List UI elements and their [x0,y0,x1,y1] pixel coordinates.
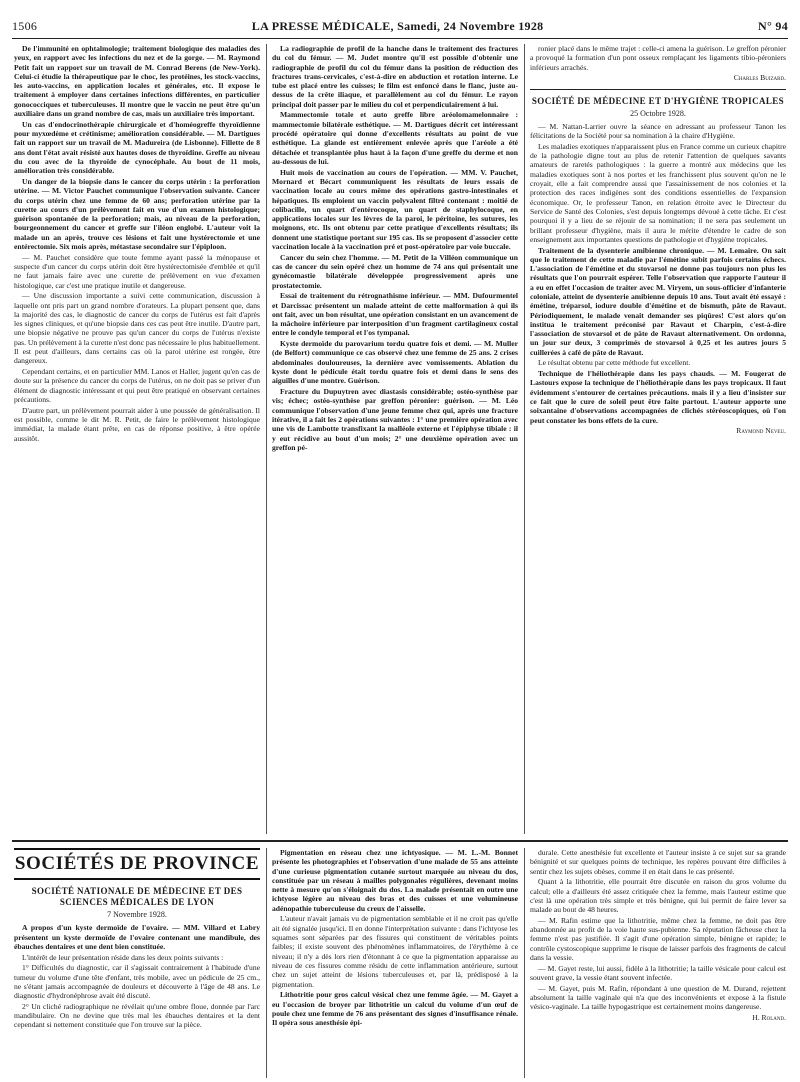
issue-number: N° 94 [758,19,788,33]
article-paragraph: Cancer du sein chez l'homme. — M. Petit de la Villéon communique un cas de cancer du sein opéré chez un homme de 74 ans qui présentait une gynécomastie bilatérale développée progressivement après une prostatectomie. [272,252,518,290]
article-paragraph: A propos d'un kyste dermoïde de l'ovaire. — MM. Villard et Labry présentent un kyste dermoïde de l'ovaire contenant une mandibule, des ébauches dentaires et une dent bien constituée. [14,923,260,951]
body-paragraph: 1° Difficultés du diagnostic, car il s'agissait contrairement à l'habitude d'une tumeur du volume d'une tête d'enfant, très mobile, avec un pédicule de 25 cm., ne s'étant jamais accompagnée de douleurs et découverte à l'âge de 48 ans. Le diagnostic d'hydronéphrose avait été discuté. [14,963,260,1001]
column-divider [524,44,525,834]
author-signature: Raymond Neveu. [736,426,786,436]
body-paragraph: — Une discussion importante a suivi cette communication, discussion à laquelle ont pris part un grand nombre d'orateurs. La plupart pensent que, dans la majorité des cas, le diagnostic de cancer du corps de l'utérus est fait d'après les signes cliniques, et qu'une biopsie dans ces cas peut être inutile. D'autre part, une biopsie négative ne prouve pas qu'un cancer du corps de l'utérus n'existe pas. Un prélèvement à la curette n'est donc pas nécessaire le plus habituellement. Il est peut d'ailleurs, dans certains cas où la paroi utérine est rongée, être dangereux. [14,291,260,366]
body-paragraph: — M. Pauchet considère que toute femme ayant passé la ménopause et suspecte d'un cancer du corps utérin doit être hystérectomisée d'emblée et qu'il ne faut jamais faire avec une curette de prélèvement en vue d'examen histologique, car c'est une pratique inutile et dangereuse. [14,252,260,290]
body-paragraph: Le résultat obtenu par cette méthode fut excellent. [538,358,691,368]
author-signature: H. Roland. [752,1013,786,1022]
column-divider [524,848,525,1078]
column-6 [530,848,786,1078]
body-paragraph: Quant à la lithotritie, elle pourrait être discutée en raison du gros volume du calcul; elle a d'ailleurs été assez critiquée chez la femme, mais l'auteur estime que c'est là une opération très simple et très bénigne, qui lui permit de faire lever sa malade au bout de 48 heures. [530,877,786,915]
body-paragraph: 2° Un cliché radiographique ne révélait qu'une ombre floue, donnée par l'arc mandibulaire. On ne devine que très mal les ébauches dentaires et la dent cependant si nettement constituée que l'on trouve sur la pièce. [14,1001,260,1030]
article-paragraph: Huit mois de vaccination au cours de l'opération. — MM. V. Pauchet, Mornard et Bécart communiquent les résultats de leurs essais de vaccination locale au cours même des opérations gastro-intestinales et hépatiques. Ils emploient un vaccin polyvalent filtré contenant : moitié de colibacille, un quart d'entérocoque, un quart de staphylocoque, en applications locales sur les lèvres de la paroi, le péritoine, les sutures, les moignons, etc. Ils ont obtenu par cette pratique d'excellents résultats; ils donnent une statistique portant sur 195 cas. Ils se proposent d'associer cette vaccination locale à la vaccination pré et post-opératoire par voie buccale. [272,167,518,252]
header-rule [12,38,788,39]
body-paragraph: L'auteur n'avait jamais vu de pigmentation semblable et il ne croit pas qu'elle ait été signalée jusqu'ici. Il en donne l'interprétation suivante : dans l'ichtyose les squames sont séparées par des fissures qui constituent de véritables points faibles; il existe souvent des phénomènes inflammatoires, de l'érythème à ce niveau; il n'y a dès lors rien d'étonnant à ce que la pigmentation apparaisse au niveau de ces fissures comme résidu de cette inflammation antérieure, surtout chez un sujet atteint de lésions tuberculeuses et, par là, prédisposé à la pigmentation. [272,914,518,989]
article-paragraph: Mammectomie totale et auto greffe libre aréolomamelonnaire : mammectomie bilatérale esthétique. — M. Dartigues décrit cet intéressant procédé opératoire qui donne d'excellents résultats au point de vue esthétique. La glande est entièrement enlevée après que l'aréole a été détachée et transplantée plus haut à la façon d'une greffe du derme et non au-dessous de lui. [272,110,518,166]
body-paragraph: — M. Gayet reste, lui aussi, fidèle à la lithotritie; la taille vésicale pour calcul est souvent grave, la vessie étant souvent infectée. [530,963,786,983]
body-paragraph: Les maladies exotiques n'apparaissent plus en France comme un curieux chapitre de la pathologie digne tout au plus de retenir l'attention de quelques savants amateurs de raretés pathologiques : la guerre a montré aux médecins que les maladies exotiques sont à nos portes et les franchissent plus souvent qu'on ne le croyait, elle a fait comprendre aussi que l'assainissement de nos colonies et la protection des races indigènes sont des conditions essentielles de l'expansion économique. Or, le professeur Tanon, en relation étroite avec le Directeur du Service de Santé des Colonies, s'est depuis longtemps dévoué à cette tâche. Et c'est pourquoi il y a lieu de se réjouir de sa nomination; il ne sera pas seulement un brillant professeur d'hygiène, mais il aura le mérite d'étendre le cadre de son enseignement aux importantes questions de pathologie et d'hygiène tropicales. [530,141,786,244]
article-paragraph: Fracture du Dupuytren avec diastasis considérable; ostéo-synthèse par vis; échec; ostéo-synthèse par greffon péronier: guérison. — M. Léo communique l'observation d'une jeune femme chez qui, après une fracture itérative, il a fait les 2 opérations suivantes : 1° une première opération avec une vis de Lambotte transfixant la malléole externe et l'épiphyse tibiale : il y eut récidive au bout d'un mois; 2° une deuxième opération avec un greffon pé- [272,387,518,452]
article-paragraph: Pigmentation en réseau chez une ichtyosique. — M. L.-M. Bonnet présente les photographies et l'observation d'une malade de 55 ans atteinte d'une curieuse pigmentation cutanée surtout marquée au niveau du dos, constituée par un réseau à mailles polygonales régulières, devenant moins nette à mesure qu'on s'éloignait du dos. La malade présentait en outre une ichtyose légère au niveau des bras et des cuisses et une volumineuse adénopathie tuberculeuse du creux de l'aisselle. [272,848,518,913]
article-paragraph: Traitement de la dysenterie amibienne chronique. — M. Lemaire. On sait que le traitement de cette maladie par l'émétine subit parfois certains échecs. L'association de l'émétine et du stovarsol ne donne pas toujours non plus les résultats que l'on pourrait espérer. Telle l'observation que rapporte l'auteur il a eu en effet l'occasion de traiter avec M. Viryem, un sous-officier d'infanterie coloniale, atteint de dysenterie amibienne depuis 10 ans. Tout avait été essayé : émétine, tréparsol, iodure double d'émétine et de bismuth, pâte de Ravaut. Périodiquement, le malade venait demander ses piqûres! C'est alors qu'on institua le traitement préconisé par Ravaut et Charpin, c'est-à-dire l'association de stovarsol et de pâte de Ravaut alternativement. On ordonna, un jour sur deux, 3 comprimés de stovarsol à 0,25 et les autres jours 5 cuillerées à café de pâte de Ravaut. [530,245,786,357]
author-signature: Charles Buizard. [733,73,786,83]
column-3 [530,44,786,834]
society-heading: SOCIÉTÉ NATIONALE DE MÉDECINE ET DES SCIENCES MÉDICALES DE LYON [31,886,243,907]
column-5 [272,848,518,1078]
article-paragraph: Kyste dermoïde du parovarium tordu quatre fois et demi. — M. Muller (de Belfort) communique ce cas observé chez une femme de 25 ans. 2 crises abdominales douloureuses, la dernière avec vomissements. Ablation du kyste dont le pédicule était tordu quatre fois et demi dans le sens des aiguilles d'une montre. Guérison. [272,339,518,386]
body-paragraph: — M. Nattan-Larrier ouvre la séance en adressant au professeur Tanon les félicitations de la Société pour sa nomination à la chaire d'Hygiène. [530,121,786,141]
article-paragraph: De l'immunité en ophtalmologie; traitement biologique des maladies des yeux, en rapport avec les infections du nez et de la gorge. — M. Raymond Petit fait un rapport sur un travail de M. Conrad Berens (de New-York). Celui-ci étudie la thérapeutique par le choc, les protéines, les stock-vaccins, les auto-vaccins, en application locales et générales, etc. Il expose le traitement à employer dans certaines infections différentes, en particulier gonococciques et tuberculeuses. Il montre que le vaccin ne peut être qu'un auxiliaire dans un grand nombre de cas, mais un auxiliaire très important. [14,44,260,119]
article-paragraph: Essai de traitement du rétrognathisme inférieur. — MM. Dufourmentel et Darcissac présentent un malade atteint de cette malformation à qui ils ont fait, avec un bon résultat, une opération consistant en un avancement de la mâchoire inférieure par interposition d'un fragment cartilagineux costal entre le condyle temporal et l'os tympanal. [272,291,518,338]
body-paragraph: L'intérêt de leur présentation réside dans les deux points suivants : [22,952,224,962]
body-paragraph: Cependant certains, et en particulier MM. Lanos et Haller, jugent qu'en cas de doute sur la présence du cancer du corps de l'utérus, on ne doit pas se priver d'un élément de diagnostic intéressant et qui peut être pratiqué en observant certaines précautions. [14,367,260,404]
article-paragraph: Un danger de la biopsie dans le cancer du corps utérin : la perforation utérine. — M. Victor Pauchet communique l'observation suivante. Cancer du corps utérin chez une femme de 60 ans; perforation utérine par la curette au cours d'un prélèvement fait en vue d'un examen histologique; guérison spontanée de la perforation; mais, au niveau de la perforation, bourgeonnement du cancer et greffe sur l'iléon englobé. L'auteur voit la malade un an après, trouve ces lésions et fait une hystérectomie et une entérectomie. Six mois après, métastase secondaire sur l'épiploon. [14,176,260,252]
column-divider [266,848,267,1078]
section-title: SOCIÉTÉS DE PROVINCE [14,848,260,880]
body-paragraph: — M. Gayet, puis M. Rafin, répondant à une question de M. Durand, rejettent absolument la taille vaginale qui n'a que des inconvénients et expose à la fistule vésico-vaginale. La taille hypogastrique est certainement moins dangereuse. [530,983,786,1012]
column-1 [14,44,260,834]
page-header [12,4,788,34]
page-number: 1506 [12,19,38,33]
column-4 [14,848,260,1078]
body-paragraph: — M. Rafin estime que la lithotritie, même chez la femme, ne doit pas être abandonnée au profit de la voie haute sus-pubienne. Sa réputation fâcheuse chez la femme n'est pas justifiée. Il s'agit d'une opération simple, bénigne et rapide; le contrôle cystoscopique supprime le risque de laisser parfois des fragments de calcul dans la vessie. [530,915,786,963]
journal-title: LA PRESSE MÉDICALE, Samedi, 24 Novembre 1928 [251,19,544,33]
society-heading: SOCIÉTÉ DE MÉDECINE ET D'HYGIÈNE TROPICALES [531,95,785,106]
article-paragraph: Technique de l'héliothérapie dans les pays chauds. — M. Fougerat de Lastours expose la technique de l'héliothérapie dans les pays tropicaux. Il faut évidemment s'entourer de certaines précautions. mais il y a lieu d'insister sur ce fait que le cure de soleil peut être faite partout. L'auteur apporte une soixantaine d'observations accompagnées de clichés stéréoscopiques, où l'on peut constater les bons effets de la cure. [530,369,786,425]
session-date: 25 Octobre 1928. [630,108,686,118]
column-2 [272,44,518,834]
article-paragraph: Lithotritie pour gros calcul vésical chez une femme âgée. — M. Gayet a eu l'occasion de broyer par lithotritie un calcul du volume d'un œuf de poule chez une femme de 76 ans présentant des signes d'insuffisance rénale. Il opéra sous anesthésie épi- [272,990,518,1028]
article-paragraph: La radiographie de profil de la hanche dans le traitement des fractures du col du fémur. — M. Judet montre qu'il est possible d'obtenir une radiographie de profil du col du fémur dans la position de réduction des fractures trans-cervicales, c'est-à-dire en abduction et rotation interne. Le tube est placé entre les cuisses; le film est enfoncé dans le flanc, juste au-dessus de la crête iliaque, et parallèlement au col du fémur. Le rayon principal doit passer par le milieu du col et perpendiculairement à lui. [272,44,518,109]
body-paragraph: D'autre part, un prélèvement pourrait aider à une poussée de généralisation. Il est possible, comme le dit M. R. Petit, de faire le prélèvement histologique immédiat, la malade étant prête, en cas de réponse positive, à être opérée aussitôt. [14,405,260,443]
body-paragraph: ronier placé dans le même trajet : celle-ci amena la guérison. Le greffon péronier a provoqué la formation d'un pont osseux remplaçant les ligaments tibio-péroniers inférieurs arrachés. [530,44,786,72]
article-paragraph: Un cas d'endocrinothérapie chirurgicale et d'homéogreffe thyroïdienne pour myxœdème et crétinisme; amélioration considérable. — M. Dartigues fait un rapport sur un travail de M. Madureira (de Lisbonne). Fillette de 8 ans dont l'état avait résisté aux hautes doses de thyroïdine. Greffe au niveau du cou avec de la thyroïde de cynocéphale. Au bout de 11 mois, amélioration très considérable. [14,119,260,176]
body-paragraph: durale. Cette anesthésie fut excellente et l'auteur insiste à ce sujet sur sa grande bénignité et sur quelques points de technique, les repères pouvant être difficiles à sentir chez les sujets obèses, comme il en était dans le cas présenté. [530,848,786,876]
column-divider [266,44,267,834]
section-divider [530,89,786,90]
session-date: 7 Novembre 1928. [107,910,167,919]
section-rule [12,840,788,842]
